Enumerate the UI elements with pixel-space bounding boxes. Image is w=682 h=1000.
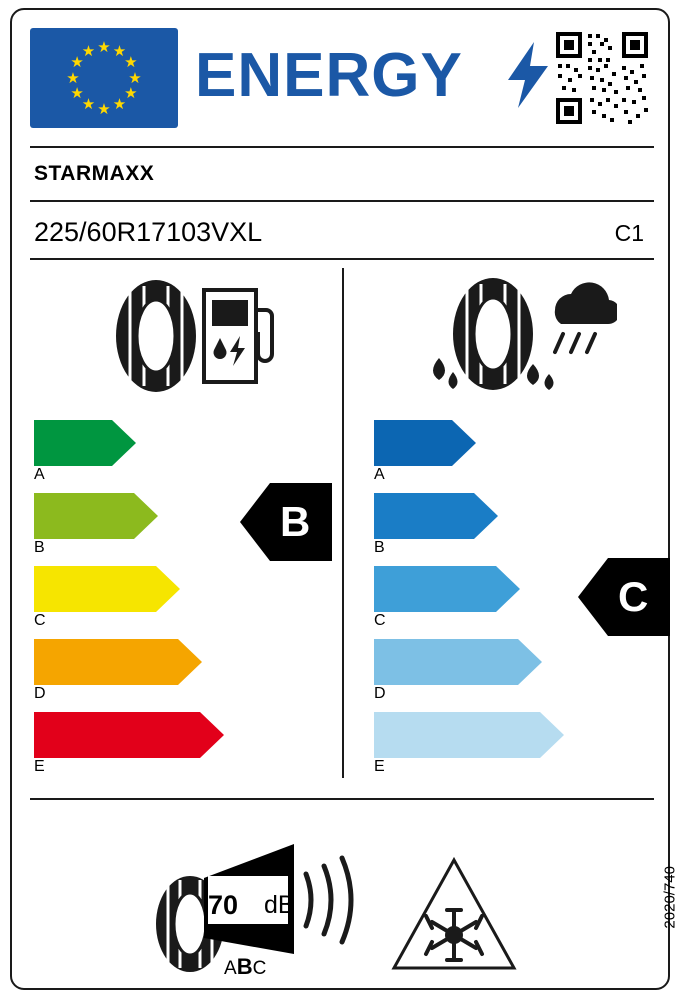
grade-arrow-b <box>374 493 498 556</box>
eu-star-icon: ★ <box>97 38 111 56</box>
eu-star-icon: ★ <box>112 96 127 114</box>
grade-letter: C <box>374 612 386 629</box>
section-divider-vertical <box>342 268 344 778</box>
eu-star-icon: ★ <box>128 69 142 87</box>
divider-size <box>30 258 654 260</box>
eu-star-icon: ★ <box>70 85 84 102</box>
tyre-size: 225/60R17103VXL <box>34 217 263 247</box>
grade-arrow-c <box>34 566 180 629</box>
fuel-efficiency-result-letter: B <box>280 498 311 545</box>
grade-letter: E <box>374 758 385 775</box>
grade-letter: C <box>34 612 46 629</box>
fuel-efficiency-result <box>240 483 332 561</box>
grade-arrow-b <box>34 493 158 556</box>
eu-star-icon: ★ <box>81 42 96 60</box>
rain-cloud-tyre-icon <box>417 272 617 407</box>
eu-star-icon: ★ <box>97 100 111 118</box>
grade-letter: A <box>374 466 385 483</box>
noise-class-scale <box>224 954 266 980</box>
label-date-code: 2020/740 <box>662 866 679 929</box>
noise-value: 70 <box>208 890 239 920</box>
grade-arrow-d <box>374 639 542 702</box>
brand-name: STARMAXX <box>34 162 155 185</box>
divider-top <box>30 146 654 148</box>
noise-class-b: B <box>236 954 253 979</box>
divider-bottom <box>30 798 654 800</box>
divider-brand <box>30 200 654 202</box>
qr-code-icon <box>554 30 650 126</box>
tyre-class-code: C1 <box>614 220 644 246</box>
eu-star-icon: ★ <box>66 69 80 87</box>
energy-label-card <box>10 8 679 990</box>
eu-star-icon: ★ <box>70 54 84 71</box>
eu-star-icon: ★ <box>124 54 138 71</box>
eu-star-icon: ★ <box>112 42 127 60</box>
noise-class-c: C <box>252 958 267 979</box>
grade-arrow-a <box>34 420 136 483</box>
grade-arrow-e <box>34 712 224 775</box>
grade-arrow-a <box>374 420 476 483</box>
grade-arrow-c <box>374 566 520 629</box>
grade-letter: B <box>34 539 45 556</box>
wet-grip-result-letter: C <box>618 573 649 620</box>
grade-letter: A <box>34 466 45 483</box>
grade-letter: E <box>34 758 45 775</box>
label-header <box>12 10 668 136</box>
grade-arrow-d <box>34 639 202 702</box>
grade-letter: B <box>374 539 385 556</box>
noise-class-a: A <box>224 958 237 979</box>
three-peak-mountain-snowflake-icon <box>390 856 518 979</box>
grade-letter: D <box>374 685 386 702</box>
grade-arrow-e <box>374 712 564 775</box>
grade-letter: D <box>34 685 46 702</box>
fuel-pump-tyre-icon <box>100 276 280 401</box>
lightning-bolt-icon <box>506 42 550 108</box>
eu-star-icon: ★ <box>81 96 96 114</box>
noise-unit: dB <box>264 891 295 919</box>
page-title: ENERGY <box>195 41 463 110</box>
eu-flag-icon <box>30 28 178 128</box>
eu-star-icon: ★ <box>124 85 138 102</box>
wet-grip-result <box>578 558 670 636</box>
